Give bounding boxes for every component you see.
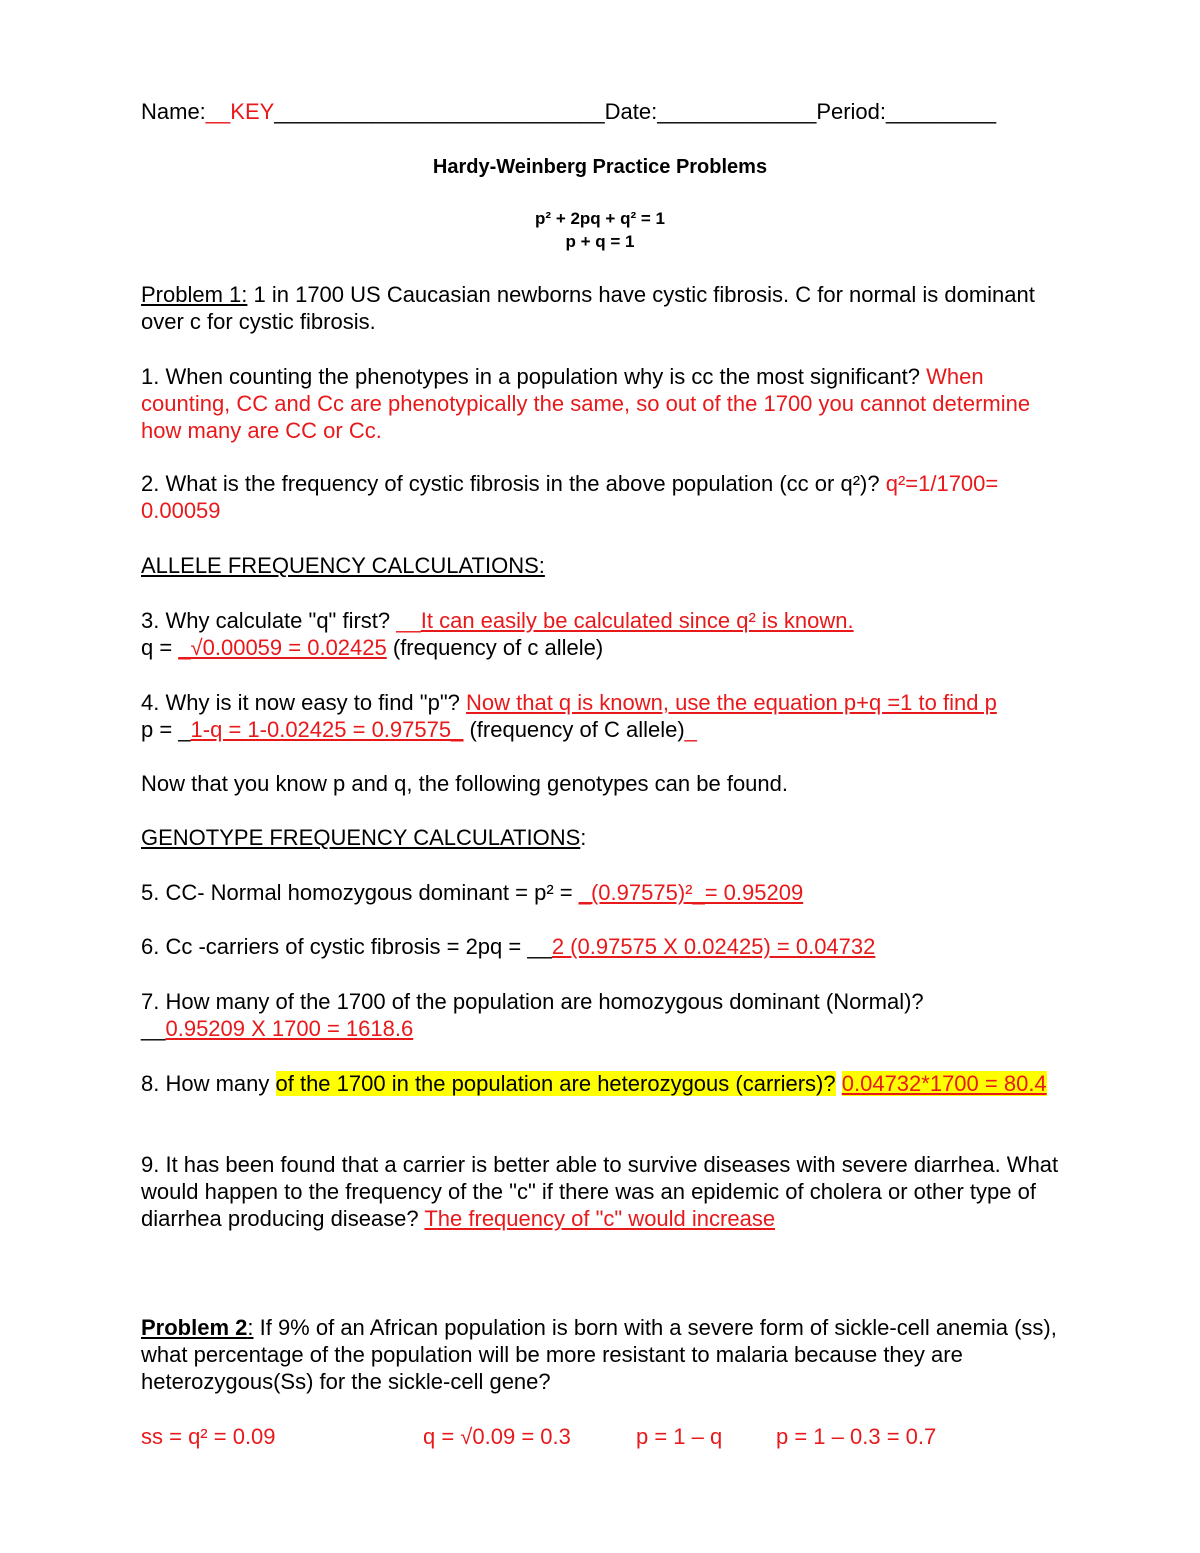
question-2	[141, 470, 1071, 524]
answer-4: Now that q is known, use the equation p+q =1 to find p	[466, 690, 997, 715]
question-7: 7. How many of the 1700 of the population are homozygous dominant (Normal)?	[141, 989, 924, 1014]
problem-2-label: Problem 2	[141, 1315, 248, 1340]
allele-heading	[141, 552, 1071, 579]
problem-2-text: If 9% of an African population is born with a severe form of sickle-cell anemia (ss), what percentage of the population will be more resistant to malaria because they are heterozygous(Ss) for the sickle-cell gene?	[141, 1315, 1057, 1394]
equation-1: p² + 2pq + q² = 1	[535, 209, 665, 228]
q-calculation	[141, 634, 1071, 661]
equation-2: p + q = 1	[565, 232, 635, 251]
question-8-highlight: of the 1700 in the population are heterozygous (carriers)?	[275, 1071, 836, 1096]
period-label: Period:	[816, 99, 887, 124]
p-note: (frequency of C allele)	[463, 717, 685, 742]
answer-6: 2 (0.97575 X 0.02425) = 0.04732	[551, 934, 876, 959]
p-label: p = _	[141, 717, 191, 742]
name-label: Name:	[141, 99, 206, 124]
date-blank: _____________	[657, 99, 817, 124]
problem-1-label: Problem 1:	[141, 282, 248, 307]
question-5-text: 5. CC- Normal homozygous dominant = p² =	[141, 880, 579, 905]
question-4	[141, 689, 1071, 716]
question-8	[141, 1070, 1071, 1097]
answer-1: When counting, CC and Cc are phenotypically the same, so out of the 1700 you cannot determine how many are CC or Cc.	[141, 364, 1031, 443]
q-value: _√0.00059 = 0.02425	[178, 635, 387, 660]
name-value: __KEY	[205, 99, 275, 124]
transition-text: Now that you know p and q, the following genotypes can be found.	[141, 771, 788, 796]
genotype-heading	[141, 824, 1071, 851]
calc-ss: ss = q² = 0.09	[141, 1424, 276, 1449]
answer-8: 0.04732*1700 = 80.4	[841, 1071, 1047, 1096]
genotype-heading-colon: :	[580, 825, 587, 850]
answer-9: The frequency of "c" would increase	[424, 1206, 776, 1231]
calc-p-value: p = 1 – 0.3 = 0.7	[776, 1424, 937, 1449]
q-label: q =	[141, 635, 179, 660]
answer-7: 0.95209 X 1700 = 1618.6	[165, 1016, 414, 1041]
answer-7-lead: __	[141, 1016, 166, 1041]
p-calculation	[141, 716, 1071, 743]
name-blank: ___________________________	[274, 99, 605, 124]
answer-3-lead: __	[390, 608, 421, 633]
question-5	[141, 879, 1071, 906]
answer-3: It can easily be calculated since q² is known.	[420, 608, 854, 633]
allele-heading-text: ALLELE FREQUENCY CALCULATIONS:	[141, 553, 545, 578]
problem-2-colon: :	[247, 1315, 254, 1340]
question-6	[141, 933, 1071, 960]
p-tail: _	[684, 717, 697, 742]
p-value: 1-q = 1-0.02425 = 0.97575_	[190, 717, 464, 742]
date-label: Date:	[604, 99, 658, 124]
genotype-heading-text: GENOTYPE FREQUENCY CALCULATIONS	[141, 825, 581, 850]
question-8-start: 8. How many	[141, 1071, 276, 1096]
question-3	[141, 607, 1071, 634]
answer-5: _(0.97575)²_= 0.95209	[578, 880, 804, 905]
problem-1-intro	[141, 281, 1071, 335]
header-line	[141, 98, 1071, 125]
question-6-text: 6. Cc -carriers of cystic fibrosis = 2pq = __	[141, 934, 552, 959]
question-9-text: 9. It has been found that a carrier is better able to survive diseases with severe diarrhea. What would happen to the frequency of the "c" if there was an epidemic of cholera or other type of diarrhea producing disease?	[141, 1152, 1059, 1231]
problem-2	[141, 1314, 1071, 1395]
question-1	[141, 363, 1071, 444]
answer-7-line	[141, 1015, 1071, 1042]
problem-1-text: 1 in 1700 US Caucasian newborns have cystic fibrosis. C for normal is dominant over c for cystic fibrosis.	[141, 282, 1035, 334]
question-4-text: 4. Why is it now easy to find "p"?	[141, 690, 460, 715]
question-3-text: 3. Why calculate "q" first?	[141, 608, 391, 633]
q-note: (frequency of c allele)	[386, 635, 604, 660]
calc-q: q = √0.09 = 0.3	[423, 1424, 571, 1449]
calc-p-formula: p = 1 – q	[636, 1424, 723, 1449]
question-9	[141, 1151, 1071, 1232]
question-2-text: 2. What is the frequency of cystic fibrosis in the above population (cc or q²)?	[141, 471, 880, 496]
period-blank: _________	[886, 99, 997, 124]
page-title: Hardy-Weinberg Practice Problems	[432, 156, 768, 178]
answer-2: q²=1/1700= 0.00059	[141, 471, 999, 523]
question-1-text: 1. When counting the phenotypes in a population why is cc the most significant?	[141, 364, 921, 389]
